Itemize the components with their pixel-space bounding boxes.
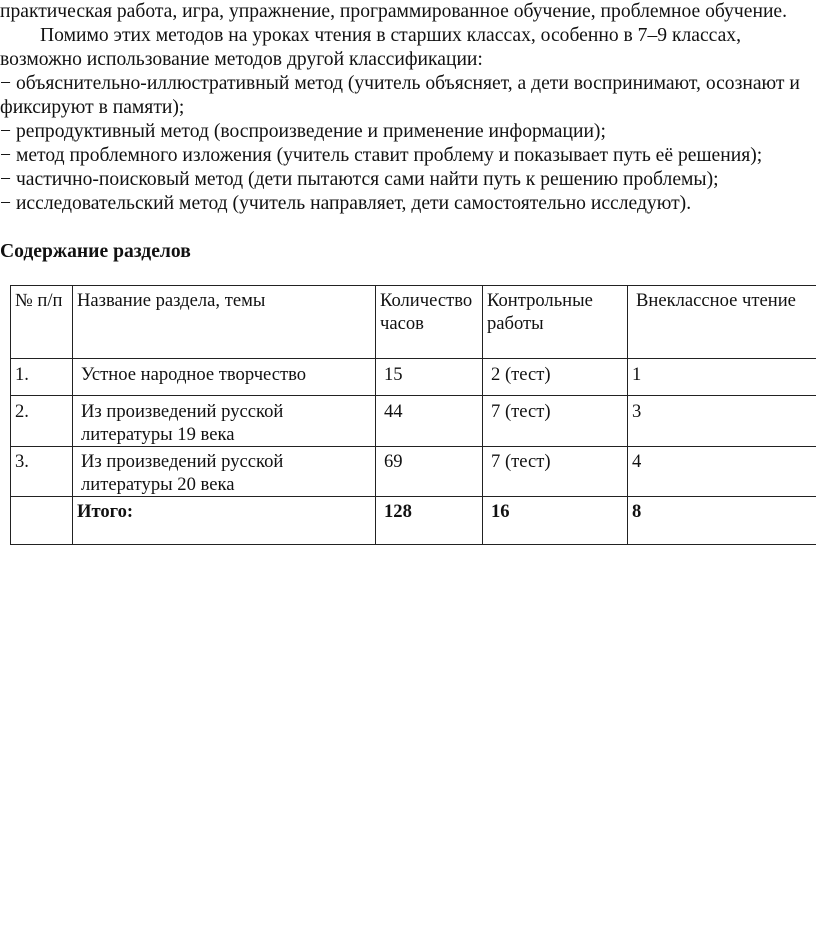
cell-name: Из произведений русской литературы 19 века: [73, 396, 376, 447]
header-hours: Количество часов: [376, 286, 483, 359]
cell-num: 1.: [11, 359, 73, 396]
intro-paragraph-2: Помимо этих методов на уроках чтения в старших классах, особенно в 7–9 классах, возможно использование методов другой классификации:: [0, 25, 741, 70]
method-item: − объяснительно-иллюстративный метод (учитель объясняет, а дети воспринимают, осознают и фиксируют в памяти);: [0, 73, 800, 118]
sections-table: [10, 285, 816, 545]
header-name: Название раздела, темы: [73, 286, 376, 359]
cell-name: Устное народное творчество: [73, 359, 376, 396]
header-extra: Внеклассное чтение: [628, 286, 816, 359]
cell-extra: 4: [628, 447, 816, 497]
total-extra: 8: [628, 497, 816, 545]
method-item: − репродуктивный метод (воспроизведение и применение информации);: [0, 121, 606, 142]
cell-extra: 1: [628, 359, 816, 396]
cell-extra: 3: [628, 396, 816, 447]
cell-name: Из произведений русской литературы 20 века: [73, 447, 376, 497]
total-num: [11, 497, 73, 545]
cell-tests: 2 (тест): [483, 359, 628, 396]
table-row: [11, 447, 816, 497]
table-total-row: [11, 497, 816, 545]
total-hours: 128: [376, 497, 483, 545]
cell-num: 3.: [11, 447, 73, 497]
table-row: [11, 396, 816, 447]
total-tests: 16: [483, 497, 628, 545]
cell-hours: 69: [376, 447, 483, 497]
intro-text: [0, 0, 812, 216]
method-item: − исследовательский метод (учитель направляет, дети самостоятельно исследуют).: [0, 193, 692, 214]
cell-tests: 7 (тест): [483, 396, 628, 447]
header-num: № п/п: [11, 286, 73, 359]
cell-hours: 15: [376, 359, 483, 396]
intro-paragraph-1: практическая работа, игра, упражнение, программированное обучение, проблемное обучение.: [0, 1, 788, 22]
header-tests: Контрольные работы: [483, 286, 628, 359]
section-heading: Содержание разделов: [0, 241, 191, 262]
cell-tests: 7 (тест): [483, 447, 628, 497]
method-item: − метод проблемного изложения (учитель ставит проблему и показывает путь её решения);: [0, 145, 763, 166]
cell-num: 2.: [11, 396, 73, 447]
method-item: − частично-поисковый метод (дети пытаются сами найти путь к решению проблемы);: [0, 169, 719, 190]
table-row: [11, 359, 816, 396]
table-header-row: [11, 286, 816, 359]
total-label: Итого:: [73, 497, 376, 545]
cell-hours: 44: [376, 396, 483, 447]
